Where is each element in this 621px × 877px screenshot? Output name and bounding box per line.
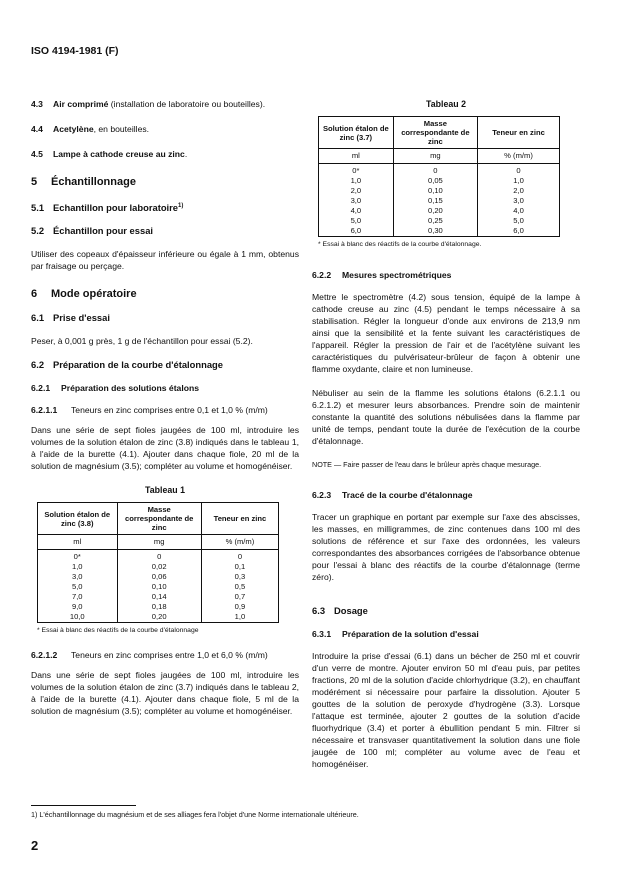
table-1 (37, 502, 279, 623)
table-cell: 0,05 (393, 176, 477, 186)
section-6-2-heading: 6.2 Préparation de la courbe d'étalonnage (31, 359, 223, 371)
table-row (319, 164, 560, 177)
table-cell: 1,0 (71, 562, 83, 572)
section-6-2-1-1-text: Dans une série de sept fioles jaugées de 100 ml, introduire les volumes de la solution étalon de zinc (3.8) indiqués dans le tableau 1, à l'aide de la burette (4.1). Ajouter dans chaque fiole, 20 ml de la solution de magnésium (3.5); compléter au volume et homogénéiser. (31, 425, 299, 472)
table-cell: 0,10 (117, 582, 201, 592)
table-cell: 0,20 (117, 612, 201, 623)
table-cell: 1,0 (350, 176, 362, 185)
section-6-3-heading: 6.3 Dosage (312, 605, 368, 616)
right-column (312, 98, 580, 782)
table-cell: 5,0 (478, 216, 560, 226)
table-row (319, 196, 560, 206)
table-row (38, 572, 279, 582)
table-cell: % (m/m) (201, 535, 278, 550)
table-cell: 0 (117, 550, 201, 563)
section-5-2-heading: 5.2 Échantillon pour essai (31, 225, 154, 237)
table-row (38, 602, 279, 612)
table-cell: 0,15 (393, 196, 477, 206)
page-number: 2 (31, 838, 39, 853)
table-row (319, 176, 560, 186)
section-6-2-3-heading: 6.2.3 Tracé de la courbe d'étalonnage (312, 490, 473, 500)
section-5-1-heading: 5.1 Echantillon pour laboratoire$^{1)}$ (31, 202, 184, 214)
table-1-footnote: * Essai à blanc des réactifs de la courbe d'étalonnage (37, 627, 199, 635)
table-cell: 0 (393, 164, 477, 177)
table-cell: ml (38, 535, 118, 550)
table-cell: ml (319, 149, 394, 164)
table-1-header: Masse correspondante de zinc (117, 503, 201, 535)
left-column (31, 98, 299, 729)
table-cell: 1,0 (478, 176, 560, 186)
section-6-2-3-text: Tracer un graphique en portant par exemple sur l'axe des abscisses, les masses, en milligrammes, de zinc contenues dans 100 ml des solutions de référence et sur l'axe des ordonnées, les valeurs correspondantes des absorbances corrigées de l'absorbance obtenue pour l'essai à blanc des réactifs de la courbe d'étalonnage (terme zéro). (312, 512, 580, 582)
section-6-2-2-text-1: Mettre le spectromètre (4.2) sous tension, équipé de la lampe à cathode creuse au zinc (4.5) pendant le temps nécessaire à sa stabilisation. Régler la longueur d'onde aux environs de 213,9 nm ainsi que la sensibilité et la fente suivant les caractéristiques de l'appareil. Régler la pression de l'air et de l'acétylène suivant les caractéristiques du pulvérisateur-brûleur de façon à obtenir une flamme oxydante, claire et non lumineuse. (312, 292, 580, 374)
table-cell: 0,18 (117, 602, 201, 612)
section-5-2-text: Utiliser des copeaux d'épaisseur inférieure ou égale à 1 mm, obtenus par fraisage ou perçage. (31, 249, 299, 272)
table-1-header: Teneur en zinc (201, 503, 278, 535)
section-6-1-heading: 6.1 Prise d'essai (31, 312, 110, 324)
table-cell: 0,14 (117, 592, 201, 602)
section-6-2-1-2-text: Dans une série de sept fioles jaugées de 100 ml, introduire les volumes de la solution étalon de zinc (3.7) indiqués dans le tableau 2, à l'aide de la burette (4.1). Ajouter dans chaque fiole, 5 ml de la solution de magnésium (3.5); compléter au volume et homogénéiser. (31, 670, 299, 717)
footnote-ref: 1) (178, 203, 184, 209)
table-cell: 9,0 (71, 602, 83, 612)
table-cell: 0,9 (201, 602, 278, 612)
table-cell: 6,0 (350, 226, 362, 235)
table-cell: 10,0 (69, 612, 85, 622)
table-cell: 2,0 (350, 186, 362, 195)
table-cell: 0 (201, 550, 278, 563)
table-row (38, 592, 279, 602)
table-cell: 0,25 (393, 216, 477, 226)
table-1-header-row (38, 503, 279, 535)
table-cell: 1,0 (201, 612, 278, 623)
table-cell: 3,0 (350, 196, 362, 205)
table-row (319, 226, 560, 237)
table-cell: 0,20 (393, 206, 477, 216)
table-2-footnote: * Essai à blanc des réactifs de la courbe d'étalonnage. (318, 241, 482, 248)
footnote-divider (31, 805, 136, 806)
table-cell: 0,7 (201, 592, 278, 602)
section-6-2-1-1-heading: 6.2.1.1 Teneurs en zinc comprises entre 0,1 et 1,0 % (m/m) (31, 405, 268, 416)
item-4-4: 4.4 Acetylène, en bouteilles. (31, 124, 150, 134)
item-4-5: 4.5 Lampe à cathode creuse au zinc. (31, 149, 188, 159)
table-cell: 2,0 (478, 186, 560, 196)
table-cell: mg (393, 149, 477, 164)
table-cell: mg (117, 535, 201, 550)
table-cell: 0,3 (201, 572, 278, 582)
section-6-2-2-text-2: Nébuliser au sein de la flamme les solutions étalons (6.2.1.1 ou 6.2.1.2) et mesurer leurs absorbances. Prendre soin de maintenir constante la quantité des solutions nébulisées dans la flamme par unité de temps, pendant toute la durée de l'exécution de la courbe d'étalonnage. (312, 388, 580, 446)
table-cell: 0* (352, 166, 360, 175)
table-cell: 4,0 (478, 206, 560, 216)
note: NOTE — Faire passer de l'eau dans le brûleur après chaque mesurage. (312, 460, 542, 469)
table-row (319, 186, 560, 196)
section-6-3-1-text: Introduire la prise d'essai (6.1) dans un bécher de 250 ml et couvrir d'un verre de montre. Ajouter environ 50 ml d'eau puis, par petites fractions, 20 ml de la solution d'acide chlorhydrique (3.2), en chauffant modérément si nécessaire pour parfaire la dissolution. Ajouter 5 gouttes de la solution de peroxyde d'hydrogène (3.3). Lorsque l'attaque est terminée, ajouter 2 gouttes de la solution d'acide fluorhydrique (3.4) et porter à ébullition pendant 5 min. Filtrer si nécessaire et transvaser quantitativement la solution dans une fiole jaugée de 100 ml; compléter au volume avec de l'eau et homogénéiser. (312, 651, 580, 769)
table-cell: % (m/m) (478, 149, 560, 164)
item-4-3: 4.3 Air comprimé (installation de laboratoire ou bouteilles). (31, 99, 266, 109)
section-6-heading: 6 Mode opératoire (31, 288, 137, 301)
table-cell: 0 (478, 164, 560, 177)
table-1-units-row (38, 535, 279, 550)
table-cell: 3,0 (71, 572, 83, 582)
table-cell: 0,30 (393, 226, 477, 237)
table-cell: 0,06 (117, 572, 201, 582)
table-cell: 5,0 (71, 582, 83, 592)
table-row (38, 582, 279, 592)
table-cell: 0,5 (201, 582, 278, 592)
table-cell: 5,0 (350, 216, 362, 225)
table-row (319, 206, 560, 216)
table-cell: 3,0 (478, 196, 560, 206)
section-6-2-1-2-heading: 6.2.1.2 Teneurs en zinc comprises entre 1,0 et 6,0 % (m/m) (31, 650, 268, 661)
footnote: 1) L'échantillonnage du magnésium et de ses alliages fera l'objet d'une Norme internationale ultérieure. (31, 810, 359, 819)
table-row (38, 562, 279, 572)
table-row (38, 550, 279, 563)
table-row (319, 216, 560, 226)
table-cell: 7,0 (71, 592, 83, 602)
table-1-header: Solution étalon de zinc (3.8) (38, 503, 118, 535)
section-6-2-1-heading: 6.2.1 Préparation des solutions étalons (31, 383, 200, 394)
table-cell: 6,0 (478, 226, 560, 237)
section-6-1-text: Peser, à 0,001 g près, 1 g de l'échantillon pour essai (5.2). (31, 336, 253, 347)
table-2-caption: Tableau 2 (426, 99, 466, 109)
section-6-3-1-heading: 6.3.1 Préparation de la solution d'essai (312, 629, 479, 639)
table-2-header-row (319, 117, 560, 149)
table-2 (318, 116, 560, 237)
document-header: ISO 4194-1981 (F) (31, 45, 119, 57)
section-6-2-2-heading: 6.2.2 Mesures spectrométriques (312, 270, 452, 280)
table-2-header: Solution étalon de zinc (3.7) (319, 117, 394, 149)
section-5-heading: 5 Échantillonnage (31, 176, 136, 188)
table-2-units-row (319, 149, 560, 164)
table-cell: 0,10 (393, 186, 477, 196)
table-cell: 0,02 (117, 562, 201, 572)
table-cell: 0* (73, 552, 81, 562)
table-cell: 0,1 (201, 562, 278, 572)
table-1-caption: Tableau 1 (145, 485, 185, 496)
table-2-header: Masse correspondante de zinc (393, 117, 477, 149)
table-cell: 4,0 (350, 206, 362, 215)
table-row (38, 612, 279, 623)
table-2-header: Teneur en zinc (478, 117, 560, 149)
